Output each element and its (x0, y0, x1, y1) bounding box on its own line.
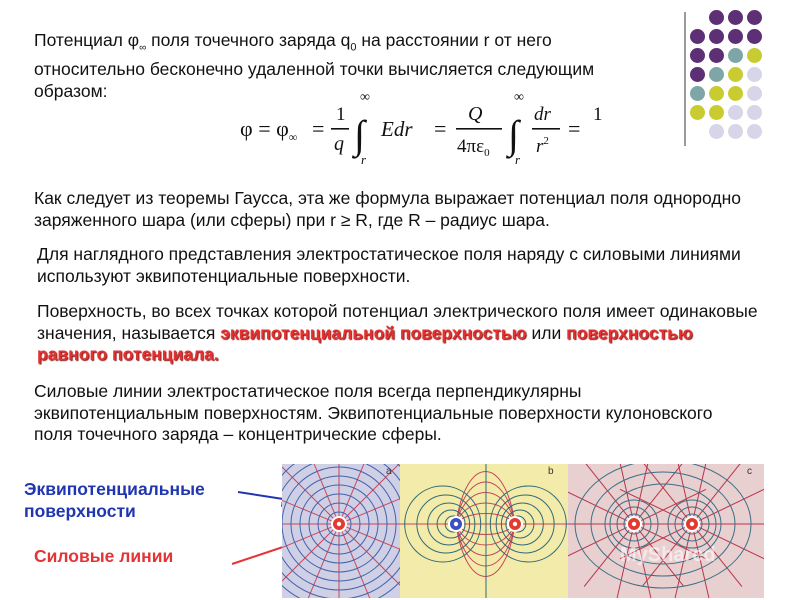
charge-core (513, 522, 517, 526)
field-panel-c (568, 464, 764, 598)
int2-upper: ∞ (514, 90, 524, 105)
dipole-field-diagram (400, 464, 568, 598)
decor-dot (709, 105, 724, 120)
label-field-lines: Силовые линии (34, 546, 174, 566)
decor-dot (728, 67, 743, 82)
like-charges-field-diagram (568, 464, 764, 598)
decor-dot (690, 48, 705, 63)
panel-letter-c: c (747, 466, 752, 477)
frac2-den: $4\pi\varepsilon_0$ (457, 136, 490, 159)
panel-letter-b: b (548, 466, 554, 477)
divider-line (684, 12, 686, 146)
intro-text: Потенциал φ (34, 30, 140, 50)
decor-dot (728, 48, 743, 63)
q-subscript: 0 (350, 41, 357, 54)
phi-subscript: ∞ (139, 42, 147, 54)
decor-dot (709, 10, 724, 25)
decor-dot (747, 29, 762, 44)
visual-paragraph: Для наглядного представления электростатическое поля наряду с силовыми линиями используют эквипотенциальные поверхности. (37, 244, 741, 286)
decor-dot (690, 29, 705, 44)
decor-dot (747, 124, 762, 139)
decor-dot (728, 29, 743, 44)
term-equipotential-surface: эквипотенциальной поверхностью (220, 322, 527, 343)
single-charge-field-diagram (282, 464, 400, 598)
decor-dot (690, 86, 705, 101)
charge-core (454, 522, 458, 526)
frac3-den: $r^2$ (536, 135, 549, 157)
field-panel-b (400, 464, 568, 598)
frac1-bar (331, 128, 349, 130)
decor-dot (709, 86, 724, 101)
watermark: MyShared (620, 544, 716, 566)
decor-dot (709, 48, 724, 63)
charge-core (337, 522, 341, 526)
panel-background (400, 464, 568, 598)
charge-core (690, 522, 694, 526)
decor-dot (747, 86, 762, 101)
gauss-paragraph: Как следует из теоремы Гаусса, эта же формула выражает потенциал поля однородно заряженного шара (или сферы) при r ≥ R, где R – радиус шара. (34, 188, 741, 230)
field-panel-a (282, 464, 400, 598)
int2-lower: r (515, 152, 521, 167)
formula-eq-2: = (434, 116, 447, 141)
decor-dot (690, 67, 705, 82)
panel-letter-a: a (386, 466, 392, 477)
decor-dot (709, 67, 724, 82)
decor-dot (709, 124, 724, 139)
integrand: Edr (381, 117, 413, 141)
potential-formula (238, 90, 610, 170)
intro-text-rest: на расстоянии r от него относительно бесконечно удаленной точки вычисляется следующим образом: (34, 30, 595, 101)
decor-dot (747, 105, 762, 120)
integral-sign-2: ∫ (508, 112, 519, 157)
decor-dot (728, 105, 743, 120)
frac3-bar (532, 128, 560, 130)
frac3-num: dr (534, 104, 551, 125)
decor-dot (747, 10, 762, 25)
frac1-den: q (334, 133, 344, 155)
decor-dot (728, 86, 743, 101)
definition-text: Поверхность, во всех точках которой потенциал электрического поля имеет одинаковые значения, называется (37, 301, 758, 343)
frac4-num: 1 (593, 104, 603, 125)
frac1-num: 1 (336, 104, 346, 125)
term-equal-potential-surface: поверхностью равного потенциала. (37, 322, 693, 364)
perpendicular-paragraph: Силовые линии электростатическое поля всегда перпендикулярны эквипотенциальным поверхностям. Эквипотенциальные поверхности кулоновского поля точечного заряда – концентрические сферы. (34, 381, 713, 444)
frac2-bar (456, 128, 502, 130)
definition-paragraph (37, 301, 767, 366)
frac2-num: Q (468, 103, 483, 125)
integral-sign-1: ∫ (354, 112, 365, 157)
charge-core (632, 522, 636, 526)
int1-lower: r (361, 152, 367, 167)
decor-dot (690, 105, 705, 120)
formula-eq-3: = (568, 116, 581, 141)
formula-eq-1: = (312, 116, 325, 141)
decor-dot (728, 10, 743, 25)
decor-dot (709, 29, 724, 44)
decor-dot (747, 67, 762, 82)
formula-lhs: $\varphi = \varphi_\infty$ (240, 116, 298, 144)
decor-dot (728, 124, 743, 139)
definition-or: или (526, 322, 567, 343)
decor-dot (747, 48, 762, 63)
label-equipotential: Эквипотенциальные поверхности (24, 479, 205, 521)
intro-text-mid: поля точечного заряда q (146, 30, 351, 50)
int1-upper: ∞ (360, 90, 370, 105)
